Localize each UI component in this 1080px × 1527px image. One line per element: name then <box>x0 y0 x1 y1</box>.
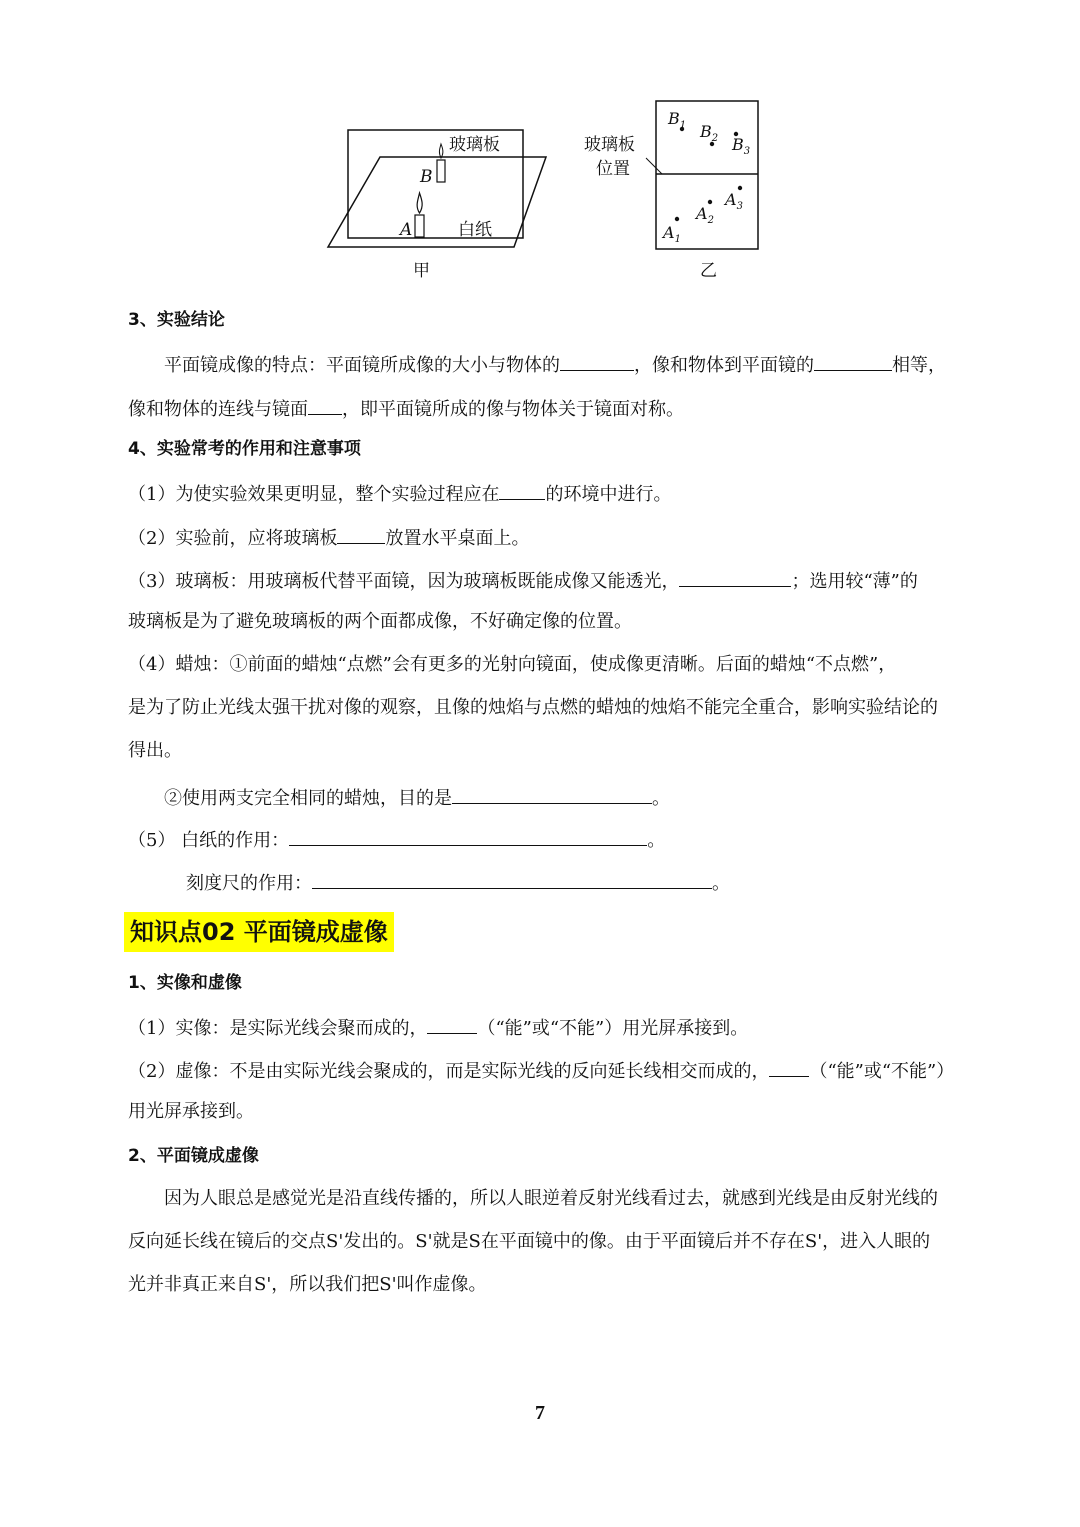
section4-title: 4、实验常考的作用和注意事项 <box>128 439 361 459</box>
figure-svg <box>320 92 770 292</box>
blank-ruler-purpose <box>312 870 712 889</box>
label-a1: $A_1$ <box>663 223 681 245</box>
section4-item4-line3: 得出。 <box>128 740 182 761</box>
section4-item3-line1: （3）玻璃板：用玻璃板代替平面镜，因为玻璃板既能成像又能透光， ；选用较“薄”的 <box>128 568 984 593</box>
knowledge-point-heading: 知识点02 平面镜成虚像 <box>124 912 394 952</box>
virtual-image-line2: 用光屏承接到。 <box>128 1101 254 1122</box>
point-a1 <box>675 217 679 221</box>
section4-item4-line4: ②使用两支完全相同的蜡烛，目的是 。 <box>128 785 984 810</box>
blank-paper-purpose <box>289 827 647 846</box>
experiment-figure <box>320 92 770 292</box>
label-b: B <box>420 167 433 187</box>
virtual-image-paragraph-line2: 反向延长线在镜后的交点S'发出的。S'就是S在平面镜中的像。由于平面镜后并不存在S'，进入人眼的 <box>128 1231 931 1252</box>
section3-paragraph-line2: 像和物体的连线与镜面 ，即平面镜所成的像与物体关于镜面对称。 <box>128 396 984 421</box>
section4-item5-line2: 刻度尺的作用： 。 <box>128 870 984 895</box>
blank-distance <box>814 352 892 371</box>
caption-jia: 甲 <box>413 261 430 281</box>
glass-position-pointer <box>646 158 662 174</box>
blank-real-image <box>427 1015 477 1034</box>
blank-glass-reason <box>679 568 791 587</box>
paper-label: 白纸 <box>458 220 492 240</box>
virtual-image-paragraph-line3: 光并非真正来自S'，所以我们把S'叫作虚像。 <box>128 1274 487 1295</box>
candle-b-flame-icon <box>439 144 442 158</box>
point-a3 <box>738 186 742 190</box>
page-number: 7 <box>535 1402 545 1424</box>
section3-title: 3、实验结论 <box>128 310 225 330</box>
blank-placement <box>337 525 385 544</box>
knowledge02-section2-title: 2、平面镜成虚像 <box>128 1146 259 1166</box>
blank-size <box>560 352 634 371</box>
label-a2: $A_2$ <box>696 204 714 226</box>
section4-item2: （2）实验前，应将玻璃板 放置水平桌面上。 <box>128 525 984 550</box>
label-b1: $B_1$ <box>668 109 687 131</box>
section4-item5-line1: （5） 白纸的作用： 。 <box>128 827 984 852</box>
label-a3: $A_3$ <box>725 190 743 212</box>
label-b2: $B_2$ <box>700 122 719 144</box>
section4-item4-line2: 是为了防止光线太强干扰对像的观察，且像的烛焰与点燃的蜡烛的烛焰不能完全重合，影响实验结论的 <box>128 697 938 718</box>
candle-a-icon <box>415 215 424 237</box>
knowledge02-section1-title: 1、实像和虚像 <box>128 973 242 993</box>
candle-a-flame-icon <box>417 193 422 213</box>
virtual-image-line1: （2）虚像：不是由实际光线会聚成的，而是实际光线的反向延长线相交而成的， （“能”或“不能”） <box>128 1058 984 1083</box>
blank-candle-purpose <box>452 785 652 804</box>
glass-label: 玻璃板 <box>449 135 500 155</box>
label-b3: $B_3$ <box>732 135 751 157</box>
blank-environment <box>499 481 545 500</box>
section4-item4-line1: （4）蜡烛：①前面的蜡烛“点燃”会有更多的光射向镜面，使成像更清晰。后面的蜡烛“不点燃”， <box>128 654 897 675</box>
glass-position-label-1: 玻璃板 <box>584 135 635 155</box>
point-a2 <box>708 200 712 204</box>
label-a: A <box>400 220 413 240</box>
blank-perpendicular <box>308 396 342 415</box>
virtual-image-paragraph-line1: 因为人眼总是感觉光是沿直线传播的，所以人眼逆着反射光线看过去，就感到光线是由反射光线的 <box>164 1188 938 1209</box>
section3-paragraph-line1: 平面镜成像的特点：平面镜所成像的大小与物体的 ，像和物体到平面镜的 相等， <box>128 352 984 377</box>
candle-b-icon <box>437 160 445 182</box>
real-image-line: （1）实像：是实际光线会聚而成的， （“能”或“不能”）用光屏承接到。 <box>128 1015 984 1040</box>
section4-item1: （1）为使实验效果更明显，整个实验过程应在 的环境中进行。 <box>128 481 984 506</box>
section4-item3-line2: 玻璃板是为了避免玻璃板的两个面都成像，不好确定像的位置。 <box>128 611 632 632</box>
caption-yi: 乙 <box>700 261 717 281</box>
blank-virtual-image <box>769 1058 809 1077</box>
glass-position-label-2: 位置 <box>596 159 630 179</box>
